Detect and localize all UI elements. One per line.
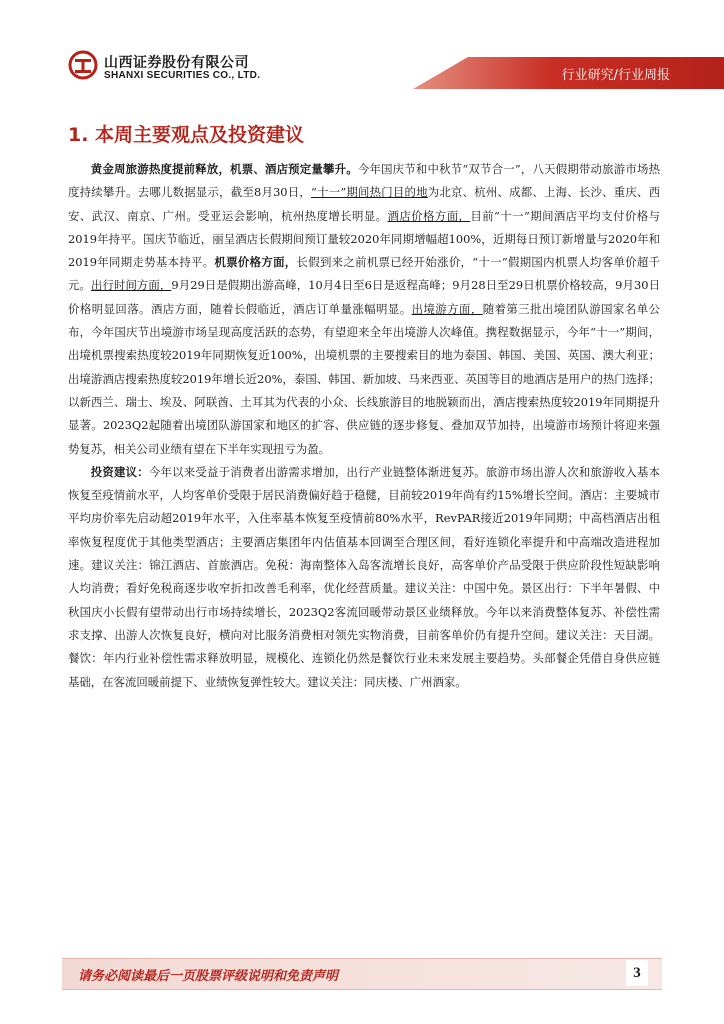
paragraph-travel-heat: 黄金周旅游热度提前释放，机票、酒店预定量攀升。今年国庆节和中秋节“双节合一”，八天假期带动旅游市场热度持续攀升。去哪儿数据显示，截至8月30日，“十一”期间热门目的地为北京、杭州、成都、上海、长沙、重庆、西安、武汉、南京、广州。受亚运会影响，杭州热度增长明显。酒店价格方面，目前“十一”期间酒店平均支付价格与2019年持平。国庆节临近，丽呈酒店长假期间预订量较2020年同期增幅超100%，近期每日预订新增量与2020年和2019年同期走势基本持平。机票价格方面，长假到来之前机票已经开始涨价，“十一”假期国内机票人均客单价超千元。出行时间方面，9月29日是假期出游高峰，10月4日至6日是返程高峰；9月28日至29日机票价格较高，9月30日价格明显回落。酒店方面，随着长假临近，酒店订单量涨幅明显。出境游方面，随着第三批出境团队游国家名单公布，今年国庆节出境游市场呈现高度活跃的态势，有望迎来全年出境游人次峰值。携程数据显示，今年“十一”期间，出境机票搜索热度较2019年同期恢复近100%，出境机票的主要搜索目的地为泰国、韩国、美国、英国、澳大利亚；出境游酒店搜索热度较2019年增长近20%，泰国、韩国、新加坡、马来西亚、英国等目的地酒店是用户的热门选择；以新西兰、瑞士、埃及、阿联酋、土耳其为代表的小众、长线旅游目的地脱颖而出，酒店搜索热度较2019年同期提升显著。2023Q2起随着出境团队游国家和地区的扩容、供应链的逐步修复、叠加双节加持，出境游市场预计将迎来强势复苏，相关公司业绩有望在下半年实现扭亏为盈。 [68, 162, 660, 456]
shanxi-securities-logo-icon [68, 50, 98, 80]
underlined-phrase: 出境游方面， [411, 301, 483, 316]
disclaimer-notice: 请务必阅读最后一页股票评级说明和免责声明 [78, 969, 339, 984]
body-text [68, 158, 660, 694]
company-name-en: SHANXI SECURITIES CO., LTD. [104, 70, 261, 81]
page-number: 3 [626, 960, 648, 986]
bold-phrase: 机票价格方面， [214, 255, 297, 270]
underlined-phrase: 酒店价格方面， [387, 208, 471, 223]
paragraph-lead: 投资建议： [90, 464, 149, 479]
underlined-phrase: “十一”期间热门目的地 [311, 185, 428, 200]
report-category: 行业研究/行业周报 [561, 68, 670, 83]
company-name-cn: 山西证券股份有限公司 [104, 55, 249, 71]
paragraph-lead: 黄金周旅游热度提前释放，机票、酒店预定量攀升。 [90, 162, 358, 176]
underlined-phrase: 出行时间方面， [90, 278, 172, 293]
page-header [0, 0, 724, 92]
section-title: 1. 本周主要观点及投资建议 [68, 124, 305, 146]
paragraph-investment-advice: 投资建议：今年以来受益于消费者出游需求增加，出行产业链整体渐进复苏。旅游市场出游人次和旅游收入基本恢复至疫情前水平，人均客单价受限于居民消费偏好趋于稳健，目前较2019年尚有约15%增长空间。酒店：主要城市平均房价率先启动超2019年水平，入住率基本恢复至疫情前80%水平，RevPAR接近2019年同期；中高档酒店出租率恢复程度优于其他类型酒店；主要酒店集团年内估值基本回调至合理区间，看好连锁化率提升和中高端改造进程加速。建议关注：锦江酒店、首旅酒店。免税：海南整体入岛客流增长良好，高客单价产品受限于供应阶段性短缺影响人均消费；看好免税商逐步收窄折扣改善毛利率，优化经营质量。建议关注：中国中免。景区出行：下半年暑假、中秋国庆小长假有望带动出行市场持续增长，2023Q2客流回暖带动景区业绩释放。今年以来消费整体复苏、补偿性需求支撑、出游人次恢复良好，横向对比服务消费相对领先实物消费，目前客单价仍有提升空间。建议关注：天目湖。餐饮：年内行业补偿性需求释放明显，规模化、连锁化仍然是餐饮行业未来发展主要趋势。头部餐企凭借自身供应链基础，在客流回暖前提下、业绩恢复弹性较大。建议关注：同庆楼、广州酒家。 [68, 464, 660, 689]
